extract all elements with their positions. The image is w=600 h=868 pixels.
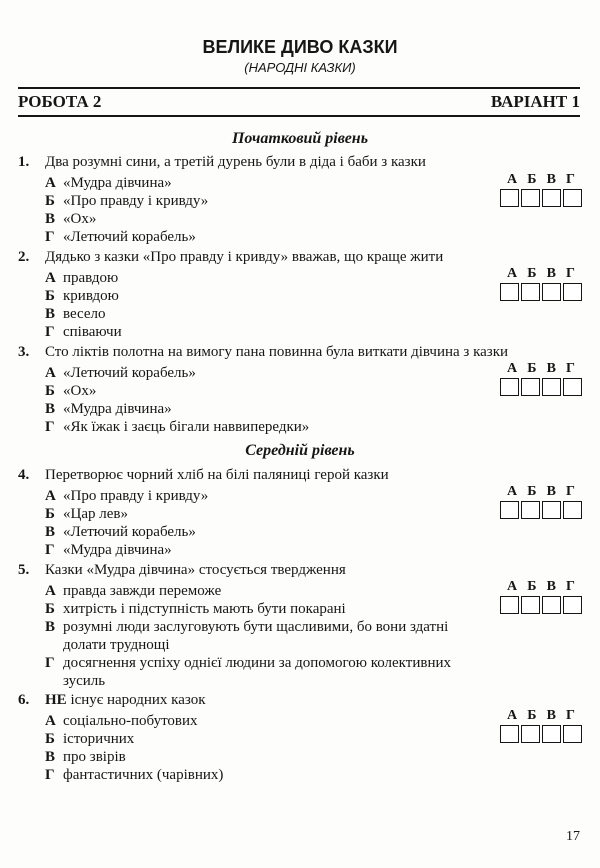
option-letter: А [45, 175, 56, 191]
question-5 [18, 560, 578, 690]
option-a [18, 174, 483, 192]
answer-grid-6 [500, 708, 582, 743]
answer-letter: Б [527, 361, 537, 376]
answer-box-d[interactable] [563, 283, 582, 301]
option-c [18, 523, 483, 541]
answer-letter: В [546, 361, 556, 376]
page-title: ВЕЛИКЕ ДИВО КАЗКИ [202, 37, 398, 57]
option-b [18, 192, 483, 210]
variant-label: ВАРІАНТ 1 [490, 92, 580, 111]
page-number: 17 [566, 829, 580, 844]
option-c [18, 210, 483, 228]
answer-box-c[interactable] [542, 283, 561, 301]
option-letter: Г [45, 655, 55, 671]
answer-box-c[interactable] [542, 501, 561, 519]
answer-letter: В [546, 172, 556, 187]
answer-letter: Б [527, 708, 537, 723]
option-c [18, 305, 483, 323]
option-letter: Б [45, 193, 55, 209]
option-d [18, 541, 483, 559]
option-text: «Летючий корабель» [63, 229, 196, 245]
option-text: фантастичних (чарівних) [63, 767, 224, 783]
work-label: РОБОТА 2 [18, 92, 102, 111]
option-text: «Про правду і кривду» [63, 193, 209, 209]
question-text: Казки «Мудра дівчина» стосується твердження [45, 562, 346, 578]
option-letter: Г [45, 767, 55, 783]
answer-box-b[interactable] [521, 596, 540, 614]
answer-box-a[interactable] [500, 283, 519, 301]
option-text: «Ох» [63, 383, 97, 399]
option-text: досягнення успіху однієї людини за допомогою колективних зусиль [63, 655, 451, 689]
question-emphasis: НЕ [45, 692, 67, 708]
question-text: Перетворює чорний хліб на білі паляниці герой казки [45, 467, 389, 483]
option-text: правдою [63, 270, 119, 286]
question-3 [18, 342, 578, 436]
question-text: Два розумні сини, а третій дурень були в діда і баби з казки [45, 154, 426, 170]
option-letter: В [45, 619, 56, 635]
answer-grid-1 [500, 172, 582, 207]
option-text: історичних [63, 731, 135, 747]
answer-letter: Г [566, 172, 575, 187]
question-1 [18, 152, 578, 246]
answer-box-b[interactable] [521, 189, 540, 207]
question-number: 3. [18, 344, 30, 360]
option-letter: А [45, 270, 56, 286]
option-b [18, 730, 483, 748]
option-text: «Мудра дівчина» [63, 401, 172, 417]
option-b [18, 600, 483, 618]
answer-grid-5 [500, 579, 582, 614]
option-letter: А [45, 713, 56, 729]
answer-letter: А [507, 172, 518, 187]
option-text: кривдою [63, 288, 119, 304]
option-c [18, 400, 483, 418]
option-text: «Летючий корабель» [63, 524, 196, 540]
option-d [18, 766, 483, 784]
answer-letter: В [546, 484, 556, 499]
answer-letter: Г [566, 579, 575, 594]
option-a [18, 269, 483, 287]
answer-letter: Г [566, 266, 575, 281]
option-text: «Мудра дівчина» [63, 542, 172, 558]
option-text: весело [63, 306, 106, 322]
work-header [18, 87, 580, 117]
answer-box-a[interactable] [500, 596, 519, 614]
question-text-rest: існує народних казок [70, 692, 206, 708]
answer-letter: Б [527, 172, 537, 187]
option-text: про звірів [63, 749, 126, 765]
option-c [18, 618, 483, 654]
answer-letter: Г [566, 708, 575, 723]
option-letter: Б [45, 506, 55, 522]
answer-box-c[interactable] [542, 725, 561, 743]
page-subtitle: (НАРОДНІ КАЗКИ) [244, 60, 356, 75]
answer-box-b[interactable] [521, 501, 540, 519]
option-letter: В [45, 211, 56, 227]
answer-letter: Г [566, 484, 575, 499]
answer-box-b[interactable] [521, 725, 540, 743]
option-text: «Цар лев» [63, 506, 128, 522]
option-letter: В [45, 749, 56, 765]
option-letter: В [45, 524, 56, 540]
option-text: співаючи [63, 324, 122, 340]
question-2 [18, 247, 578, 341]
option-b [18, 287, 483, 305]
option-text: соціально-побутових [63, 713, 198, 729]
answer-box-c[interactable] [542, 189, 561, 207]
question-text: Дядько з казки «Про правду і кривду» вважав, що краще жити [45, 249, 444, 265]
question-number: 2. [18, 249, 30, 265]
answer-letter: А [507, 361, 518, 376]
answer-letter: В [546, 708, 556, 723]
level-initial: Початковий рівень [231, 130, 368, 147]
answer-box-d[interactable] [563, 725, 582, 743]
answer-box-a[interactable] [500, 725, 519, 743]
answer-box-c[interactable] [542, 378, 561, 396]
answer-grid-4 [500, 484, 582, 519]
option-text: розумні люди заслуговують бути щасливими, бо вони здатні долати труднощі [63, 619, 449, 653]
option-letter: Б [45, 383, 55, 399]
question-4 [18, 465, 578, 559]
option-d [18, 228, 483, 246]
option-text: хитрість і підступність мають бути покарані [63, 601, 346, 617]
answer-box-d[interactable] [563, 189, 582, 207]
question-number: 5. [18, 562, 30, 578]
answer-grid-2 [500, 266, 582, 301]
answer-box-a[interactable] [500, 501, 519, 519]
option-letter: Б [45, 601, 55, 617]
answer-box-d[interactable] [563, 378, 582, 396]
option-letter: В [45, 401, 56, 417]
answer-letter: Б [527, 484, 537, 499]
answer-letter: Г [566, 361, 575, 376]
question-number: 1. [18, 154, 30, 170]
option-letter: А [45, 365, 56, 381]
option-letter: А [45, 488, 56, 504]
option-text: «Ох» [63, 211, 97, 227]
option-a [18, 712, 483, 730]
option-b [18, 382, 483, 400]
answer-grid-3 [500, 361, 582, 396]
option-text: «Летючий корабель» [63, 365, 196, 381]
option-letter: Г [45, 542, 55, 558]
answer-letter: А [507, 484, 518, 499]
option-letter: Г [45, 229, 55, 245]
option-letter: А [45, 583, 56, 599]
question-6 [18, 690, 578, 784]
answer-letter: Б [527, 266, 537, 281]
answer-box-c[interactable] [542, 596, 561, 614]
option-b [18, 505, 483, 523]
question-number: 6. [18, 692, 30, 708]
option-text: «Мудра дівчина» [63, 175, 172, 191]
option-letter: Б [45, 731, 55, 747]
option-letter: В [45, 306, 56, 322]
question-text [45, 690, 206, 710]
answer-letter: А [507, 579, 518, 594]
level-middle: Середній рівень [245, 442, 355, 459]
option-a [18, 364, 483, 382]
answer-letter: В [546, 579, 556, 594]
answer-box-d[interactable] [563, 501, 582, 519]
option-d [18, 323, 483, 341]
question-number: 4. [18, 467, 30, 483]
answer-box-a[interactable] [500, 189, 519, 207]
answer-box-b[interactable] [521, 283, 540, 301]
answer-letter: А [507, 266, 518, 281]
answer-box-d[interactable] [563, 596, 582, 614]
option-letter: Г [45, 419, 55, 435]
answer-letter: Б [527, 579, 537, 594]
option-text: правда завжди переможе [63, 583, 222, 599]
option-text: «Як їжак і заєць бігали наввипередки» [63, 419, 310, 435]
option-a [18, 487, 483, 505]
option-d [18, 418, 483, 436]
question-text: Сто ліктів полотна на вимогу пана повинна була виткати дівчина з казки [45, 344, 509, 360]
option-d [18, 654, 483, 690]
answer-box-b[interactable] [521, 378, 540, 396]
answer-letter: В [546, 266, 556, 281]
option-text: «Про правду і кривду» [63, 488, 209, 504]
option-a [18, 582, 483, 600]
answer-letter: А [507, 708, 518, 723]
option-letter: Б [45, 288, 55, 304]
option-c [18, 748, 483, 766]
option-letter: Г [45, 324, 55, 340]
answer-box-a[interactable] [500, 378, 519, 396]
